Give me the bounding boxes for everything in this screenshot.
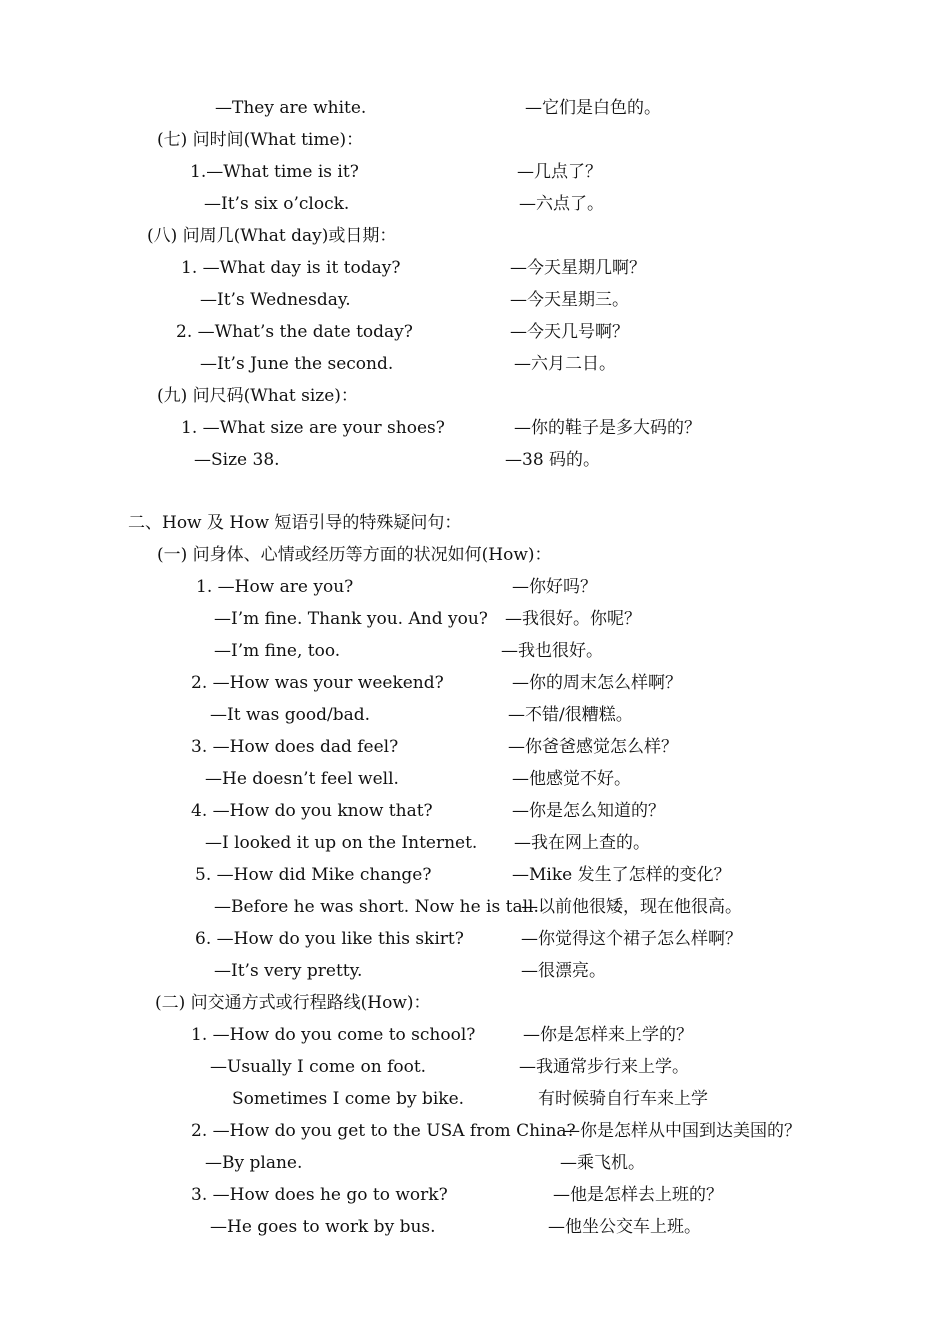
english-line: —By plane. — [205, 1153, 303, 1173]
chinese-line: —他感觉不好。 — [512, 769, 631, 789]
english-line: 1.—What time is it? — [190, 162, 359, 182]
english-line: —He goes to work by bus. — [210, 1217, 436, 1237]
english-line: 3. —How does he go to work? — [191, 1185, 448, 1205]
chinese-line: —你的周末怎么样啊？ — [512, 673, 682, 693]
english-line: —It’s very pretty. — [214, 961, 363, 981]
section-heading: (八) 问周几(What day)或日期： — [147, 226, 397, 246]
english-line: 6. —How do you like this skirt? — [195, 929, 464, 949]
english-line: —It’s six o’clock. — [204, 194, 350, 214]
english-line: 5. —How did Mike change? — [195, 865, 432, 885]
chinese-line: —你是怎样从中国到达美国的？ — [563, 1121, 801, 1141]
chinese-line: —六点了。 — [519, 194, 604, 214]
chinese-line: —Mike 发生了怎样的变化？ — [512, 865, 731, 885]
chinese-line: —我也很好。 — [501, 641, 603, 661]
chinese-line: —他是怎样去上班的？ — [553, 1185, 723, 1205]
english-line: 2. —How was your weekend? — [191, 673, 444, 693]
english-line: —I’m fine. Thank you. And you? — [214, 609, 488, 629]
chinese-line: —我很好。你呢？ — [505, 609, 641, 629]
chinese-line: —今天几号啊？ — [510, 322, 629, 342]
chinese-line: 有时候骑自行车来上学 — [538, 1089, 708, 1109]
english-line: —Usually I come on foot. — [210, 1057, 427, 1077]
chinese-line: —你好吗？ — [512, 577, 597, 597]
chinese-line: —你是怎样来上学的？ — [523, 1025, 693, 1045]
english-line: 1. —How do you come to school? — [191, 1025, 476, 1045]
chinese-line: —你觉得这个裙子怎么样啊？ — [521, 929, 742, 949]
english-line: —I’m fine, too. — [214, 641, 341, 661]
english-line: —They are white. — [215, 98, 367, 118]
chinese-line: —你的鞋子是多大码的？ — [514, 418, 701, 438]
english-line: 4. —How do you know that? — [191, 801, 433, 821]
english-line: 1. —What size are your shoes? — [181, 418, 445, 438]
english-line: —Before he was short. Now he is tall. — [214, 897, 539, 917]
chinese-line: —我在网上查的。 — [514, 833, 650, 853]
english-line: Sometimes I come by bike. — [232, 1089, 465, 1109]
chapter-heading: 二、How 及 How 短语引导的特殊疑问句： — [128, 513, 462, 533]
english-line: 2. —What’s the date today? — [176, 322, 413, 342]
chinese-line: —它们是白色的。 — [525, 98, 661, 118]
english-line: 3. —How does dad feel? — [191, 737, 399, 757]
english-line: —It was good/bad. — [210, 705, 371, 725]
english-line: 1. —How are you? — [196, 577, 354, 597]
english-line: 2. —How do you get to the USA from China? — [191, 1121, 576, 1141]
chinese-line: —几点了？ — [517, 162, 602, 182]
english-line: 1. —What day is it today? — [181, 258, 401, 278]
chinese-line: —我通常步行来上学。 — [519, 1057, 689, 1077]
english-line: —He doesn’t feel well. — [205, 769, 399, 789]
chinese-line: —很漂亮。 — [521, 961, 606, 981]
chinese-line: —六月二日。 — [514, 354, 616, 374]
english-line: —It’s Wednesday. — [200, 290, 351, 310]
chinese-line: —以前他很矮，现在他很高。 — [521, 897, 742, 917]
section-heading: (七) 问时间(What time)： — [157, 130, 364, 150]
section-heading: (一) 问身体、心情或经历等方面的状况如何(How)： — [157, 545, 552, 565]
chinese-line: —38 码的。 — [505, 450, 601, 470]
chinese-line: —你是怎么知道的？ — [512, 801, 665, 821]
english-line: —Size 38. — [194, 450, 280, 470]
english-line: —It’s June the second. — [200, 354, 394, 374]
chinese-line: —你爸爸感觉怎么样？ — [508, 737, 678, 757]
chinese-line: —乘飞机。 — [560, 1153, 645, 1173]
english-line: —I looked it up on the Internet. — [205, 833, 478, 853]
chinese-line: —他坐公交车上班。 — [548, 1217, 701, 1237]
chinese-line: —今天星期三。 — [510, 290, 629, 310]
chinese-line: —不错/很糟糕。 — [508, 705, 633, 725]
section-heading: (二) 问交通方式或行程路线(How)： — [155, 993, 431, 1013]
chinese-line: —今天星期几啊？ — [510, 258, 646, 278]
section-heading: (九) 问尺码(What size)： — [157, 386, 358, 406]
